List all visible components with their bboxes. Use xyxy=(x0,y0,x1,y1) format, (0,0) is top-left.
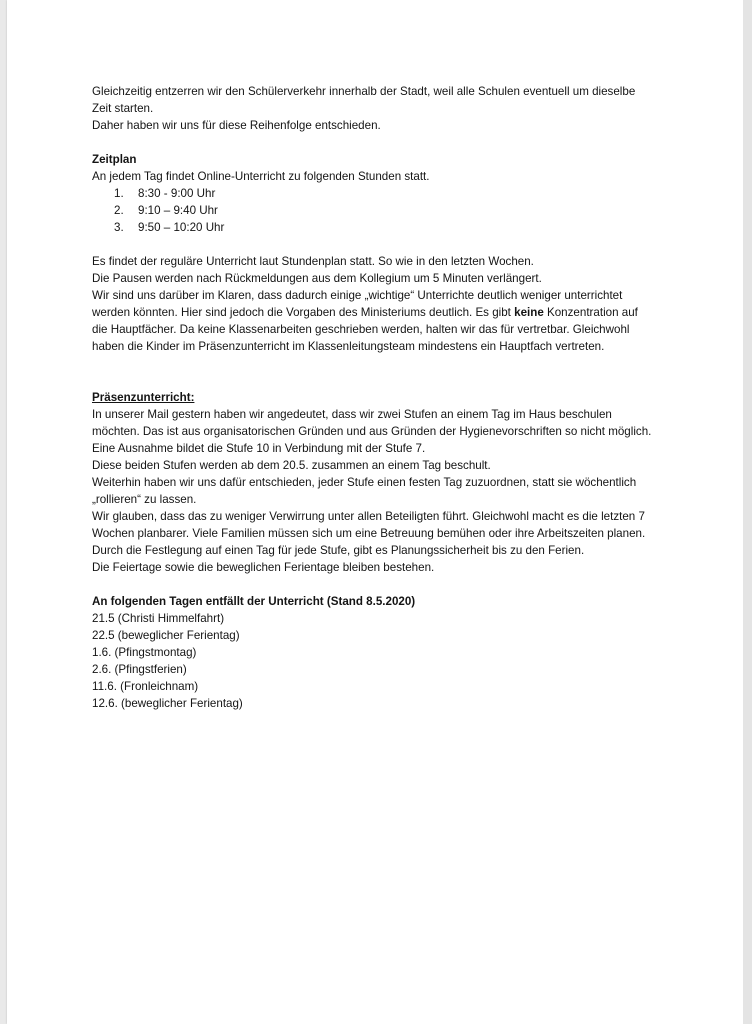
zeitplan-item-time: 8:30 - 9:00 Uhr xyxy=(138,187,216,200)
entfall-heading: An folgenden Tagen entfällt der Unterricht (Stand 8.5.2020) xyxy=(92,595,416,608)
praesenz-paragraph-3: Diese beiden Stufen werden ab dem 20.5. zusammen an einem Tag beschult. xyxy=(92,459,491,472)
regular-text-after: Konzentration auf die Hauptfächer. Da keine Klassenarbeiten geschrieben werden, halten wir das für vertretbar. Gleichwohl haben die Kinder im Präsenzunterricht im Klassenleitungsteam mindestens ein Hauptfach vertreten. xyxy=(92,306,638,353)
praesenz-paragraph-6: Die Feiertage sowie die beweglichen Ferientage bleiben bestehen. xyxy=(92,561,435,574)
entfall-day: 1.6. (Pfingstmontag) xyxy=(92,646,197,659)
zeitplan-item-number: 1. xyxy=(114,187,124,200)
praesenz-paragraph-1: In unserer Mail gestern haben wir angedeutet, dass wir zwei Stufen an einem Tag im Haus beschulen möchten. Das ist aus organisatorischen Gründen und aus Gründen der Hygienevorschriften so nicht möglich. xyxy=(92,408,652,438)
entfall-day: 2.6. (Pfingstferien) xyxy=(92,663,187,676)
entfall-day: 12.6. (beweglicher Ferientag) xyxy=(92,697,243,710)
zeitplan-item xyxy=(92,185,652,202)
zeitplan-item-number: 2. xyxy=(114,204,124,217)
praesenz-heading: Präsenzunterricht: xyxy=(92,391,195,404)
document-body xyxy=(92,83,652,712)
zeitplan-heading: Zeitplan xyxy=(92,153,137,166)
regular-text-before: Wir sind uns darüber im Klaren, dass dadurch einige „wichtige“ Unterrichte deutlich weniger unterrichtet werden könnten. Hier sind jedoch die Vorgaben des Ministeriums deutlich. Es gibt xyxy=(92,289,623,319)
zeitplan-item-time: 9:10 – 9:40 Uhr xyxy=(138,204,218,217)
regular-paragraph-1: Es findet der reguläre Unterricht laut Stundenplan statt. So wie in den letzten Wochen. xyxy=(92,255,534,268)
page-edge xyxy=(743,0,752,1024)
zeitplan-intro: An jedem Tag findet Online-Unterricht zu folgenden Stunden statt. xyxy=(92,170,430,183)
regular-paragraph-3 xyxy=(92,287,652,355)
zeitplan-item-number: 3. xyxy=(114,221,124,234)
regular-paragraph-2: Die Pausen werden nach Rückmeldungen aus dem Kollegium um 5 Minuten verlängert. xyxy=(92,272,542,285)
emphasis-keine: keine xyxy=(514,306,544,319)
document-page xyxy=(7,0,743,1024)
entfall-day: 22.5 (beweglicher Ferientag) xyxy=(92,629,240,642)
zeitplan-item xyxy=(92,219,652,236)
praesenz-paragraph-4: Weiterhin haben wir uns dafür entschieden, jeder Stufe einen festen Tag zuzuordnen, statt sie wöchentlich „rollieren“ zu lassen. xyxy=(92,476,637,506)
intro-decision: Daher haben wir uns für diese Reihenfolge entschieden. xyxy=(92,119,381,132)
zeitplan-item-time: 9:50 – 10:20 Uhr xyxy=(138,221,225,234)
praesenz-paragraph-5: Wir glauben, dass das zu weniger Verwirrung unter allen Beteiligten führt. Gleichwohl macht es die letzten 7 Wochen planbarer. Viele Familien müssen sich um eine Betreuung bemühen oder ihre Arbeitszeiten planen. Durch die Festlegung auf einen Tag für jede Stufe, gibt es Planungssicherheit bis zu den Ferien. xyxy=(92,510,646,557)
praesenz-paragraph-2: Eine Ausnahme bildet die Stufe 10 in Verbindung mit der Stufe 7. xyxy=(92,442,426,455)
entfall-day: 11.6. (Fronleichnam) xyxy=(92,680,199,693)
entfall-day: 21.5 (Christi Himmelfahrt) xyxy=(92,612,225,625)
zeitplan-list xyxy=(92,185,652,236)
zeitplan-item xyxy=(92,202,652,219)
intro-paragraph: Gleichzeitig entzerren wir den Schülerverkehr innerhalb der Stadt, weil alle Schulen eventuell um dieselbe Zeit starten. xyxy=(92,85,636,115)
